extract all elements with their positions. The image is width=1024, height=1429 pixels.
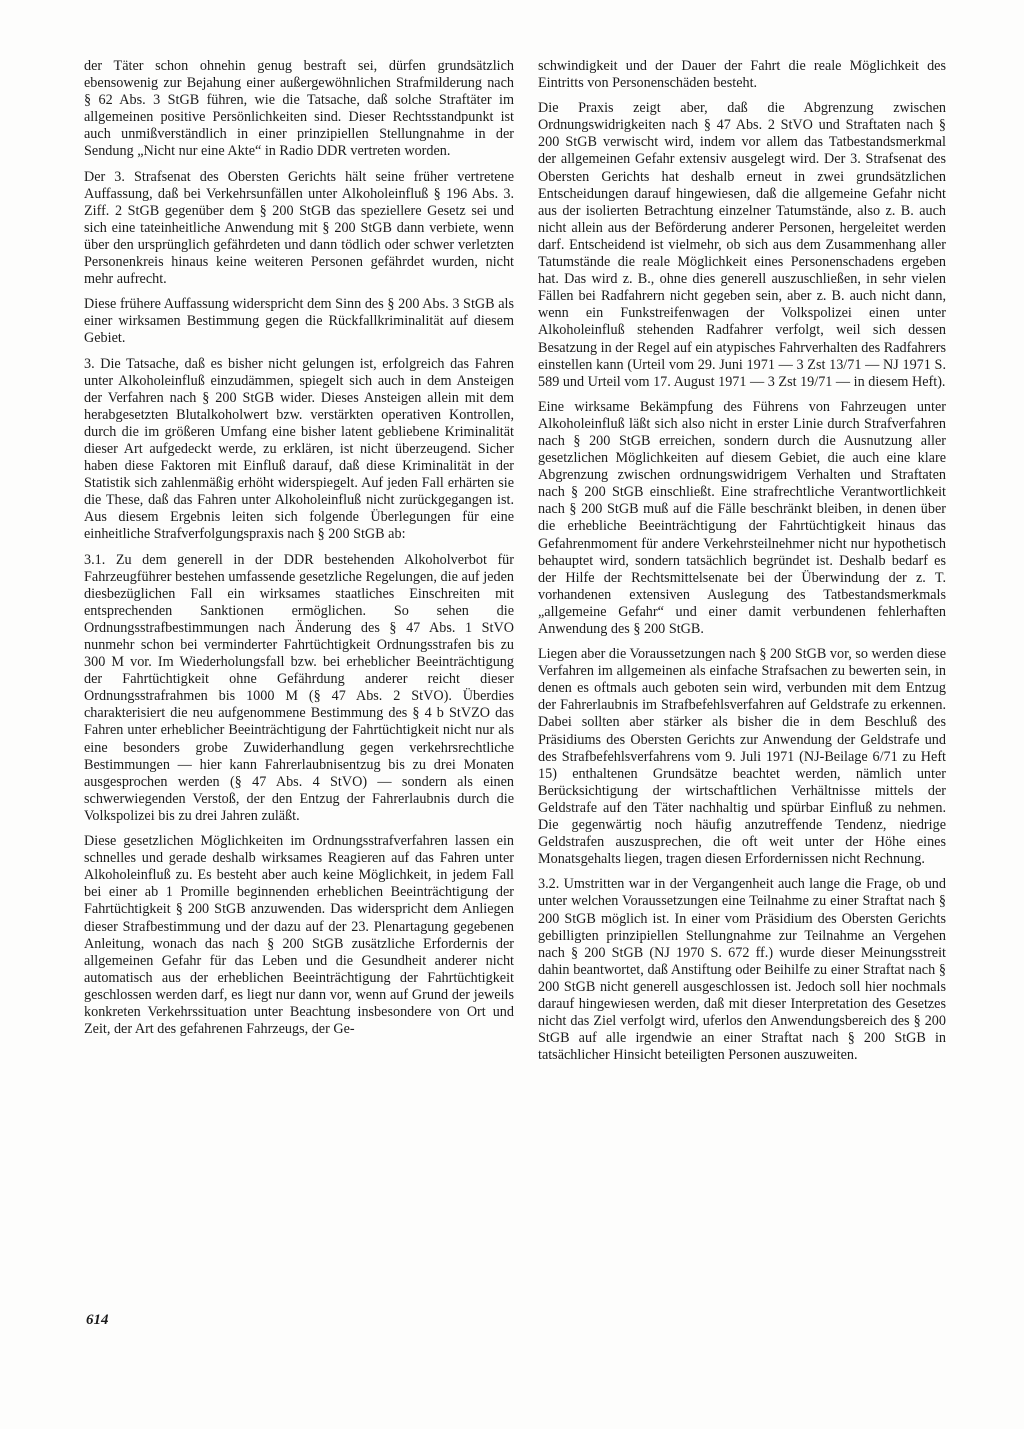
paragraph: 3.2. Umstritten war in der Vergangenheit auch lange die Frage, ob und unter welchen Voraussetzungen eine Teilnahme zu einer Straftat nach § 200 StGB möglich ist. In einer vom Präsidium des Obersten Gerichts gebilligten prinzipiellen Stellungnahme zur Teilnahme an Vergehen nach § 200 StGB (NJ 1970 S. 672 ff.) wurde dieser Meinungsstreit dahin beantwortet, daß Anstiftung oder Beihilfe zu einer Straftat nach § 200 StGB nicht generell ausgeschlossen ist. Jedoch soll hier nochmals darauf hingewiesen werden, daß mit dieser Interpretation des Gesetzes nicht das Ziel verfolgt wird, uferlos den Anwendungsbereich des § 200 StGB auf alle irgendwie an einer Straftat nach § 200 StGB in tatsächlicher Hinsicht beteiligten Personen auszuweiten. [538,876,946,1064]
paragraph: 3. Die Tatsache, daß es bisher nicht gelungen ist, erfolgreich das Fahren unter Alkoholeinfluß einzudämmen, spiegelt sich auch in dem Ansteigen der Verfahren nach § 200 StGB wider. Dieses Ansteigen allein mit dem herabgesetzten Blutalkoholwert bzw. verstärkten operativen Kontrollen, durch die im größeren Umfang eine bisher latent gebliebene Kriminalität dieser Art aufgedeckt werde, zu erklären, ist nicht überzeugend. Sicher haben diese Faktoren mit Einfluß darauf, daß diese Kriminalität in der Statistik sich zahlenmäßig erhöht widerspiegelt. Auf jeden Fall erhärten sie die These, daß das Fahren unter Alkoholeinfluß nicht zurückgegangen ist. Aus diesem Ergebnis leiten sich folgende Überlegungen für eine einheitliche Strafverfolgungspraxis nach § 200 StGB ab: [84,355,514,543]
paragraph: 3.1. Zu dem generell in der DDR bestehenden Alkoholverbot für Fahrzeugführer bestehen umfassende gesetzliche Regelungen, die auf jeden diesbezüglichen Fall ein wirksames staatliches Einschreiten mit entsprechenden Sanktionen ermöglichen. So sehen die Ordnungsstrafbestimmungen nach Änderung des § 47 Abs. 1 StVO nunmehr schon bei verminderter Fahrtüchtigkeit Ordnungsstrafen bis zu 300 M vor. Im Wiederholungsfall bzw. bei erheblicher Beeinträchtigung der Fahrtüchtigkeit ohne Gefährdung anderer reicht dieser Ordnungsstrafrahmen bis 1000 M (§ 47 Abs. 2 StVO). Überdies charakterisiert die neu aufgenommene Bestimmung des § 4 b StVZO das Fahren unter erheblicher Beeinträchtigung der Fahrtüchtigkeit nicht nur als eine besonders grobe Zuwiderhandlung gegen verkehrsrechtliche Bestimmungen — hier kann Fahrerlaubnisentzug bis zu drei Monaten ausgesprochen werden (§ 47 Abs. 4 StVO) — sondern als einen schwerwiegenden Verstoß, der den Entzug der Fahrerlaubnis durch die Volkspolizei bis zu drei Jahren zuläßt. [84,551,514,824]
paragraph: Diese gesetzlichen Möglichkeiten im Ordnungsstrafverfahren lassen ein schnelles und gerade deshalb wirksames Reagieren auf das Fahren unter Alkoholeinfluß zu. Es besteht aber auch keine Möglichkeit, in jedem Fall bei einer ab 1 Promille beginnenden erheblichen Beeinträchtigung der Fahrtüchtigkeit § 200 StGB anzuwenden. Das widerspricht dem Anliegen dieser Strafbestimmung und der dazu auf der 23. Plenartagung gegebenen Anleitung, wonach das nach § 200 StGB zusätzliche Erfordernis der allgemeinen Gefahr für das Leben und die Gesundheit anderer nicht automatisch aus der erheblichen Beeinträchtigung der Fahrtüchtigkeit geschlossen werden darf, es liegt nur dann vor, wenn auf Grund der jeweils konkreten Verkehrssituation unter Beachtung insbesondere von Ort und Zeit, der Art des gefahrenen Fahrzeugs, der Ge- [84,833,514,1038]
paragraph: Diese frühere Auffassung widerspricht dem Sinn des § 200 Abs. 3 StGB als einer wirksamen Bestimmung gegen die Rückfallkriminalität auf diesem Gebiet. [84,296,514,347]
paragraph: der Täter schon ohnehin genug bestraft sei, dürfen grundsätzlich ebensowenig zur Bejahung einer außergewöhnlichen Strafmilderung nach § 62 Abs. 3 StGB führen, wie die Tatsache, daß solche Straftäter im allgemeinen positive Persönlichkeiten sind. Dieser Rechtsstandpunkt ist auch unmißverständlich in einer prinzipiellen Stellungnahme in der Sendung „Nicht nur eine Akte“ in Radio DDR vertreten worden. [84,58,514,160]
paragraph: Der 3. Strafsenat des Obersten Gerichts hält seine früher vertretene Auffassung, daß bei Verkehrsunfällen unter Alkoholeinfluß § 196 Abs. 3. Ziff. 2 StGB gegenüber dem § 200 StGB das speziellere Gesetz sei und sich eine tateinheitliche Anwendung mit § 200 StGB dann verbiete, wenn über den ursprünglich gefährdeten und dann tödlich oder schwer verletzten Personenkreis hinaus keine weiteren Personen gefährdet wurden, nicht mehr aufrecht. [84,168,514,288]
left-text-column [84,58,514,1038]
paragraph: Die Praxis zeigt aber, daß die Abgrenzung zwischen Ordnungswidrigkeiten nach § 47 Abs. 2 StVO und Straftaten nach § 200 StGB verwischt wird, indem vor allem das Tatbestandsmerkmal der allgemeinen Gefahr extensiv ausgelegt wird. Der 3. Strafsenat des Obersten Gerichts hat deshalb erneut in zwei grundsätzlichen Entscheidungen darauf hingewiesen, daß die allgemeine Gefahr nicht aus der isolierten Betrachtung einzelner Tatumstände, also z. B. auch nicht allein aus der Beförderung anderer Personen, hergeleitet werden darf. Entscheidend ist vielmehr, ob sich aus dem Zusammenhang aller Tatumstände die reale Möglichkeit eines Personenschadens ergeben hat. Das wird z. B., ohne dies generell auszuschließen, in sehr vielen Fällen bei Radfahrern nicht gegeben sein, aber z. B. auch nicht dann, wenn ein Funkstreifenwagen der Volkspolizei einen unter Alkoholeinfluß stehenden Radfahrer verfolgt, weil sich dessen Besatzung in der Regel auf ein atypisches Fahrverhalten des Radfahrers einstellen kann (Urteil vom 29. Juni 1971 — 3 Zst 13/71 — NJ 1971 S. 589 und Urteil vom 17. August 1971 — 3 Zst 19/71 — in diesem Heft). [538,100,946,390]
paragraph: schwindigkeit und der Dauer der Fahrt die reale Möglichkeit des Eintritts von Personenschäden besteht. [538,58,946,92]
paragraph: Liegen aber die Voraussetzungen nach § 200 StGB vor, so werden diese Verfahren im allgemeinen als einfache Strafsachen zu bewerten sein, in denen es oftmals auch geboten sein wird, verbunden mit dem Entzug der Fahrerlaubnis im Strafbefehlsverfahren auf Geldstrafe zu erkennen. Dabei sollten aber stärker als bisher die in dem Beschluß des Präsidiums des Obersten Gerichts zur Anwendung der Geldstrafe und des Strafbefehlsverfahrens vom 9. Juli 1971 (NJ-Beilage 6/71 zu Heft 15) enthaltenen Grundsätze beachtet werden, nämlich unter Berücksichtigung der wirtschaftlichen Verhältnisse mittels der Geldstrafe auf den Täter nachhaltig und spürbar Einfluß zu nehmen. Die gegenwärtig noch häufig anzutreffende Tendenz, niedrige Geldstrafen auszusprechen, die oft weit unter der Höhe eines Monatsgehalts liegen, tragen diesen Erfordernissen nicht Rechnung. [538,646,946,868]
page-number: 614 [86,1312,109,1328]
paragraph: Eine wirksame Bekämpfung des Führens von Fahrzeugen unter Alkoholeinfluß läßt sich also nicht in erster Linie durch Strafverfahren nach § 200 StGB erreichen, sondern durch die Ausnutzung aller gesetzlichen Möglichkeiten auf diesem Gebiet, die auch eine klare Abgrenzung zwischen ordnungswidrigem Verhalten und Straftaten nach § 200 StGB einschließt. Eine strafrechtliche Verantwortlichkeit nach § 200 StGB muß auf die Fälle beschränkt bleiben, in denen über die erhebliche Beeinträchtigung der Fahrtüchtigkeit hinaus das Gefahrenmoment für andere Verkehrsteilnehmer nicht nur hypothetisch behauptet wird, sondern tatsächlich begründet ist. Deshalb bedarf es der Hilfe der Rechtsmittelsenate bei der Überwindung der z. T. vorhandenen extensiven Auslegung des Tatbestandsmerkmals „allgemeine Gefahr“ und einer damit verbundenen fehlerhaften Anwendung des § 200 StGB. [538,398,946,637]
right-text-column [538,58,946,1064]
